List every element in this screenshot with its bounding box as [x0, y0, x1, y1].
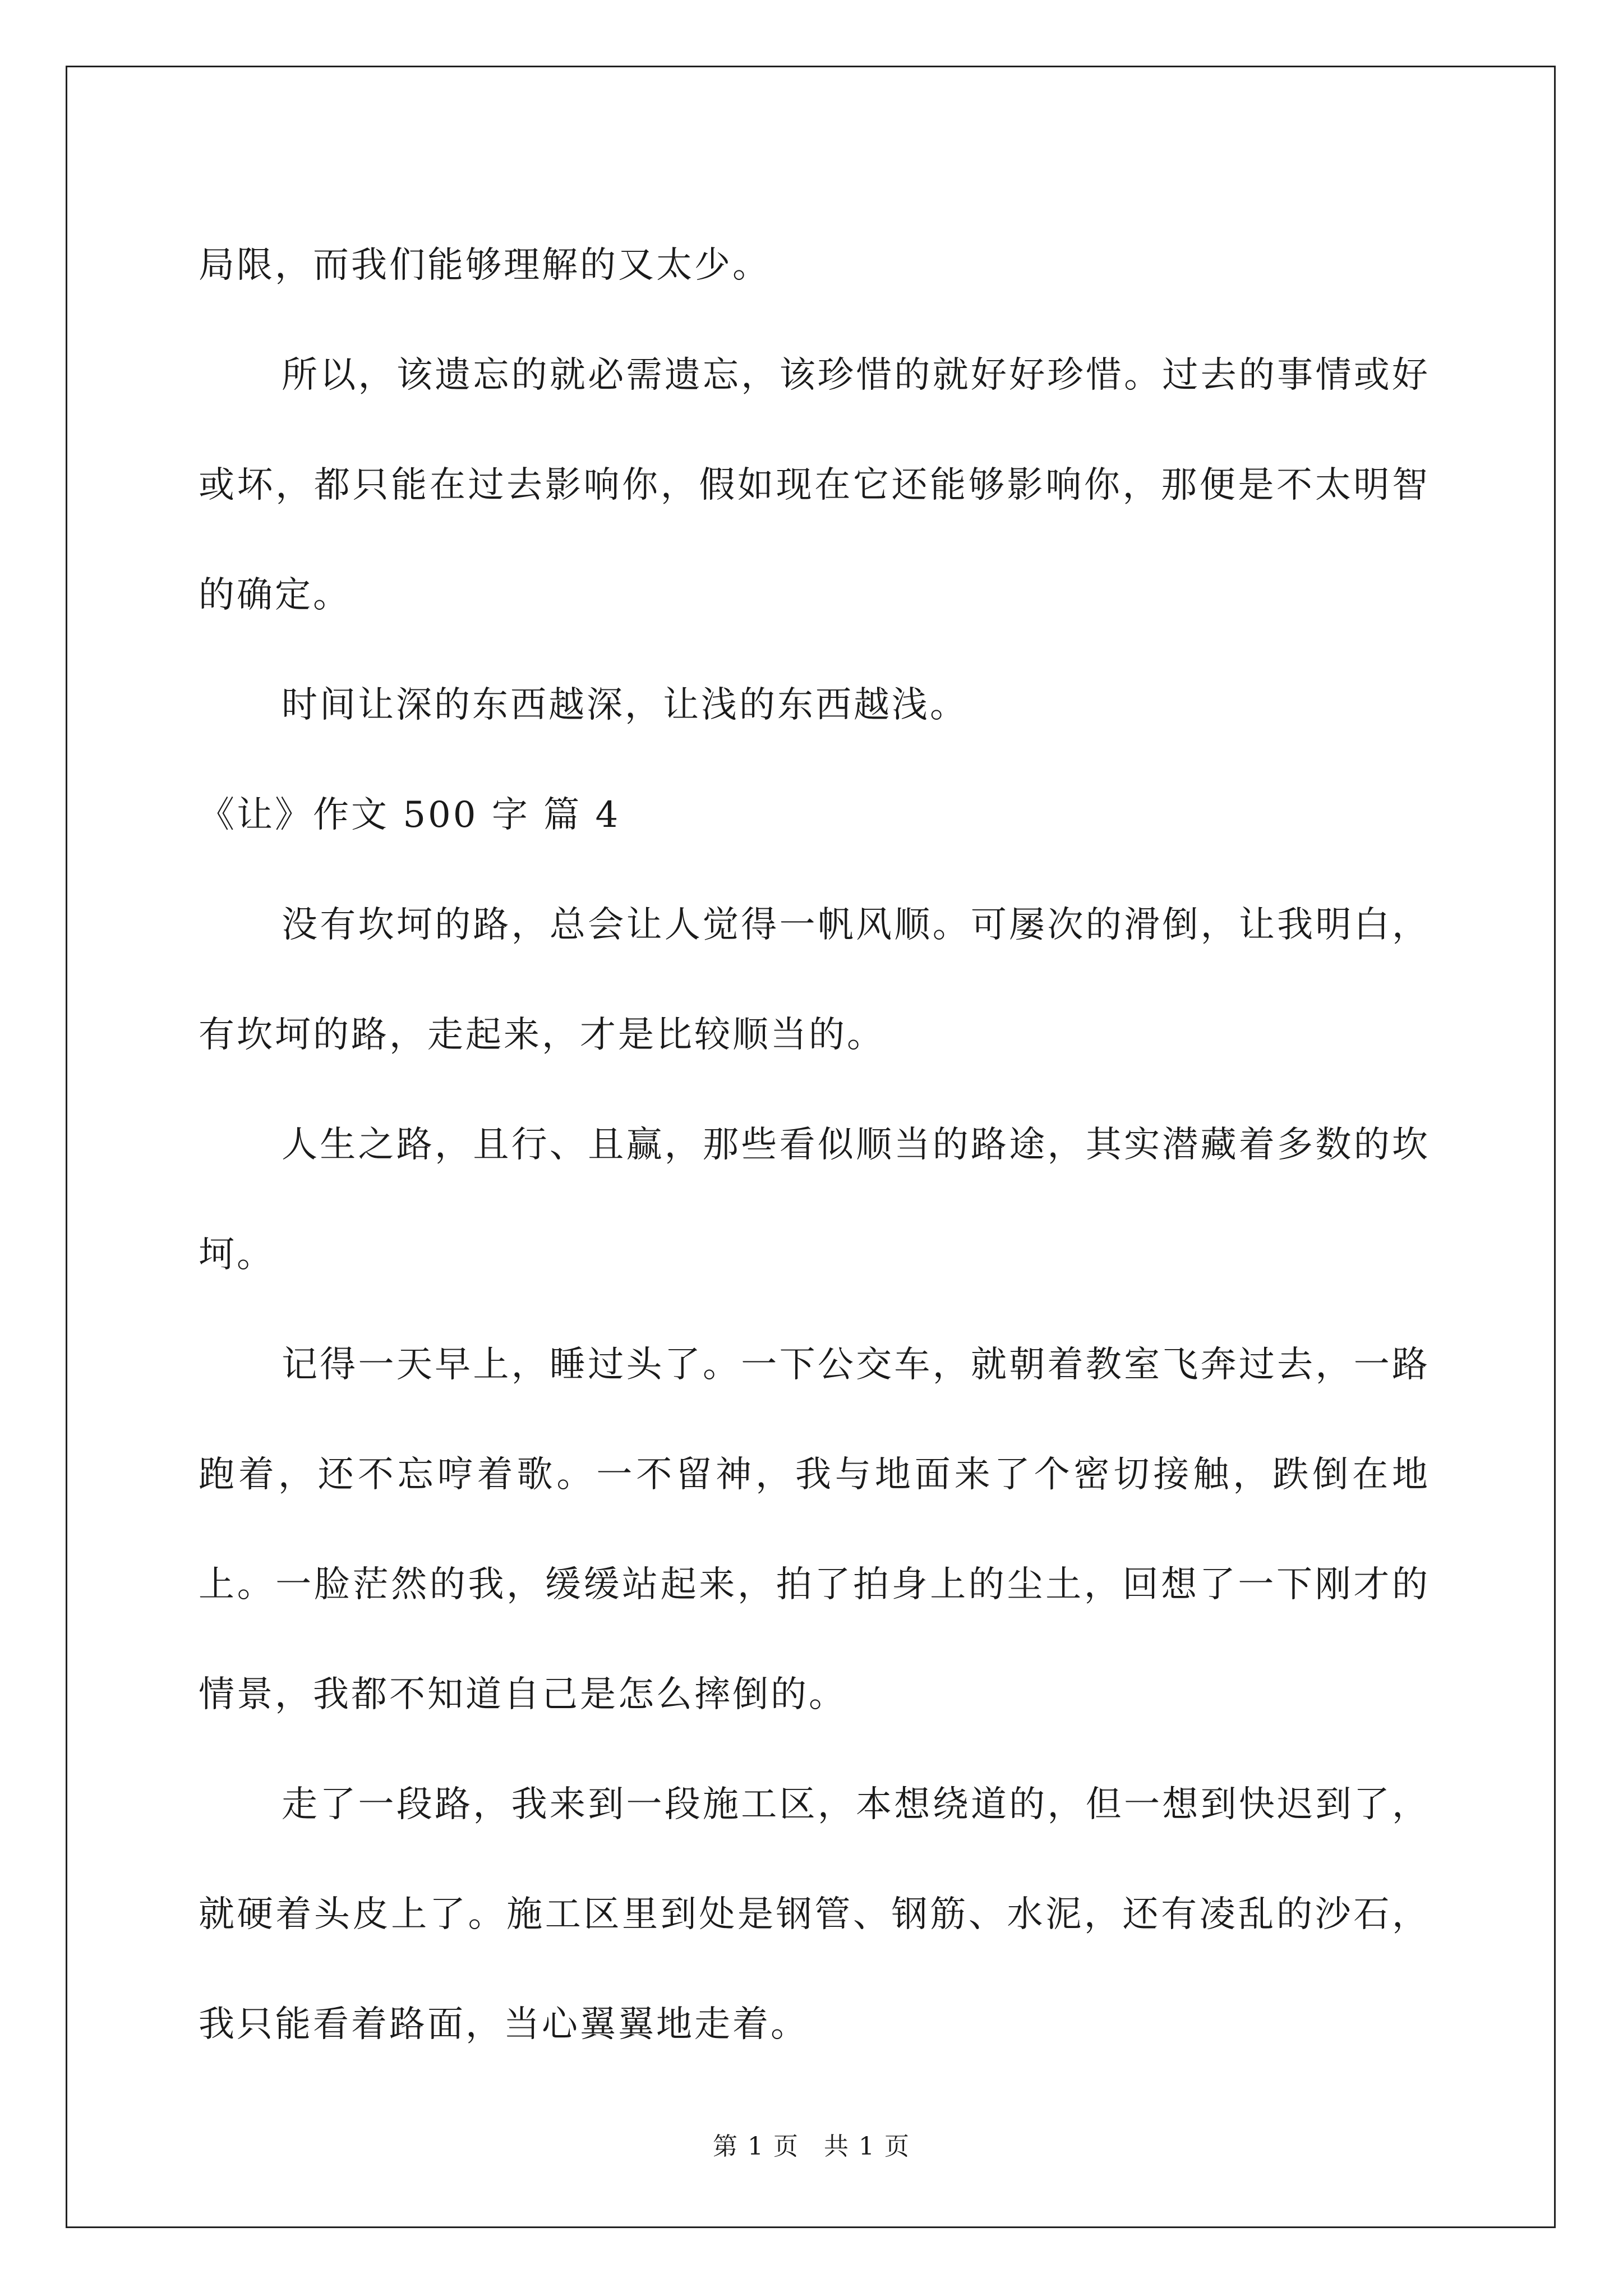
paragraph: 所以，该遗忘的就必需遗忘，该珍惜的就好好珍惜。过去的事情或好或坏，都只能在过去影响你，假如现在它还能够影响你，那便是不太明智的确定。	[199, 355, 1430, 616]
section-heading: 《让》作文 500 字 篇 4	[199, 794, 621, 836]
page-footer	[0, 2126, 1623, 2162]
paragraph: 记得一天早上，睡过头了。一下公交车，就朝着教室飞奔过去，一路跑着，还不忘哼着歌。一不留神，我与地面来了个密切接触，跌倒在地上。一脸茫然的我，缓缓站起来，拍了拍身上的尘土，回想了一下刚才的情景，我都不知道自己是怎么摔倒的。	[199, 1344, 1430, 1715]
page-number-current: 第 1 页	[713, 2132, 799, 2161]
document-body	[199, 210, 1430, 2079]
paragraph: 人生之路，且行、且赢，那些看似顺当的路途，其实潜藏着多数的坎坷。	[199, 1124, 1430, 1276]
paragraph-continuation: 局限，而我们能够理解的又太少。	[199, 245, 771, 286]
paragraph: 没有坎坷的路，总会让人觉得一帆风顺。可屡次的滑倒，让我明白，有坎坷的路，走起来，才是比较顺当的。	[199, 904, 1430, 1056]
paragraph: 走了一段路，我来到一段施工区，本想绕道的，但一想到快迟到了，就硬着头皮上了。施工区里到处是钢管、钢筋、水泥，还有凌乱的沙石，我只能看着路面，当心翼翼地走着。	[199, 1784, 1430, 2045]
paragraph: 时间让深的东西越深，让浅的东西越浅。	[282, 684, 968, 726]
page-number-total: 共 1 页	[824, 2132, 910, 2161]
